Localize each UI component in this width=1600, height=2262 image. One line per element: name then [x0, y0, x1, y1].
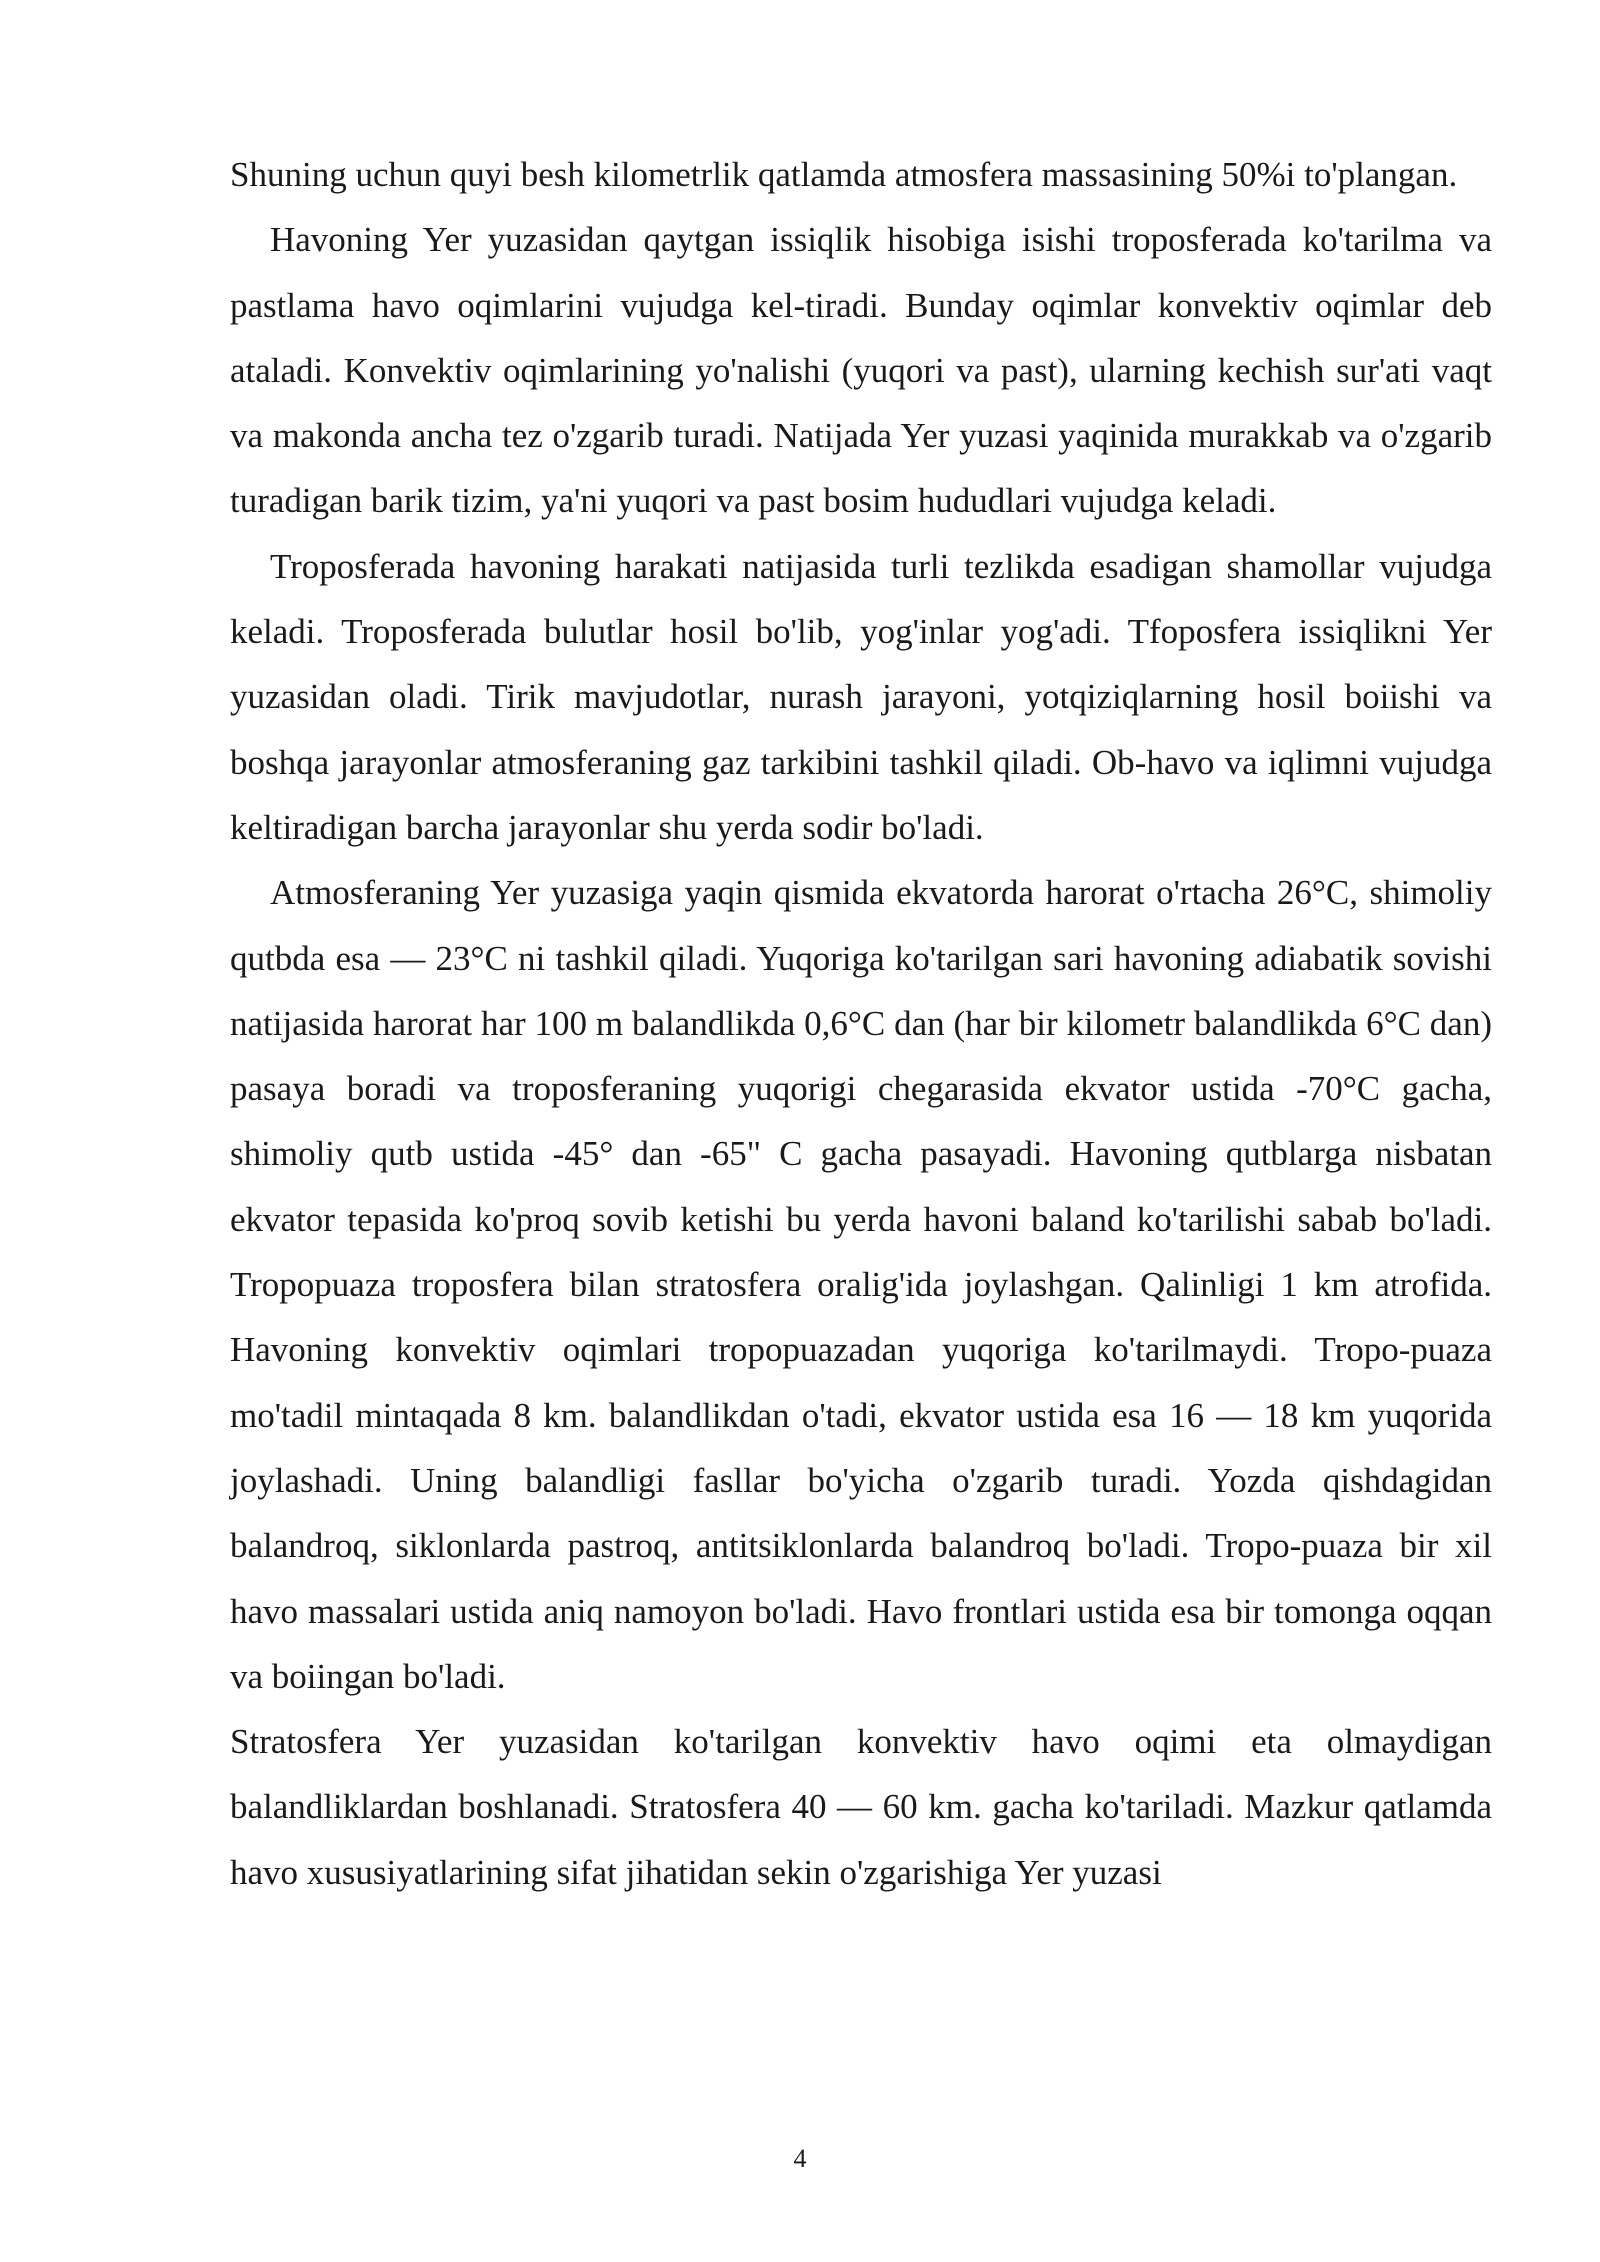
- paragraph-3: Troposferada havoning harakati natijasida turli tezlikda esadigan shamollar vujudga keladi. Troposferada bulutlar hosil bo'lib, yog'inlar yog'adi. Tfoposfera issiqlikni Yer yuzasidan oladi. Tirik mavjudotlar, nurash jarayoni, yotqiziqlarning hosil boiishi va boshqa jarayonlar atmosferaning gaz tarkibini tashkil qiladi. Ob-havo va iqlimni vujudga keltiradigan barcha jarayonlar shu yerda sodir bo'ladi.: [230, 546, 1492, 847]
- paragraph-1: Shuning uchun quyi besh kilometrlik qatlamda atmosfera massasining 50%i to'plangan.: [230, 155, 1458, 194]
- paragraph-2: Havoning Yer yuzasidan qaytgan issiqlik hisobiga isishi troposferada ko'tarilma va pastlama havo oqimlarini vujudga kel-tiradi. Bunday oqimlar konvektiv oqimlar deb ataladi. Konvektiv oqimlarining yo'nalishi (yuqori va past), ularning kechish sur'ati vaqt va makonda ancha tez o'zgarib turadi. Natijada Yer yuzasi yaqinida murakkab va o'zgarib turadigan barik tizim, ya'ni yuqori va past bosim hududlari vujudga keladi.: [230, 220, 1492, 521]
- paragraph-5: Stratosfera Yer yuzasidan ko'tarilgan konvektiv havo oqimi eta olmaydigan balandliklardan boshlanadi. Stratosfera 40 — 60 km. gacha ko'tariladi. Mazkur qatlamda havo xususiyatlarining sifat jihatidan sekin o'zgarishiga Yer yuzasi: [230, 1722, 1492, 1892]
- page-number: 4: [793, 2144, 807, 2173]
- paragraph-4: Atmosferaning Yer yuzasiga yaqin qismida ekvatorda harorat o'rtacha 26°C, shimoliy qutbda esa — 23°C ni tashkil qiladi. Yuqoriga ko'tarilgan sari havoning adiabatik sovishi natijasida harorat har 100 m balandlikda 0,6°C dan (har bir kilometr balandlikda 6°C dan) pasaya boradi va troposferaning yuqorigi chegarasida ekvator ustida -70°C gacha, shimoliy qutb ustida -45° dan -65" C gacha pasayadi. Havoning qutblarga nisbatan ekvator tepasida ko'proq sovib ketishi bu yerda havoni baland ko'tarilishi sabab bo'ladi. Tropopuaza troposfera bilan stratosfera oralig'ida joylashgan. Qalinligi 1 km atrofida. Havoning konvektiv oqimlari tropopuazadan yuqoriga ko'tarilmaydi. Tropo-puaza mo'tadil mintaqada 8 km. balandlikdan o'tadi, ekvator ustida esa 16 — 18 km yuqorida joylashadi. Uning balandligi fasllar bo'yicha o'zgarib turadi. Yozda qishdagidan balandroq, siklonlarda pastroq, antitsiklonlarda balandroq bo'ladi. Tropo-puaza bir xil havo massalari ustida aniq namoyon bo'ladi. Havo frontlari ustida esa bir tomonga oqqan va boiingan bo'ladi.: [230, 873, 1492, 1696]
- document-body: [230, 142, 1492, 1905]
